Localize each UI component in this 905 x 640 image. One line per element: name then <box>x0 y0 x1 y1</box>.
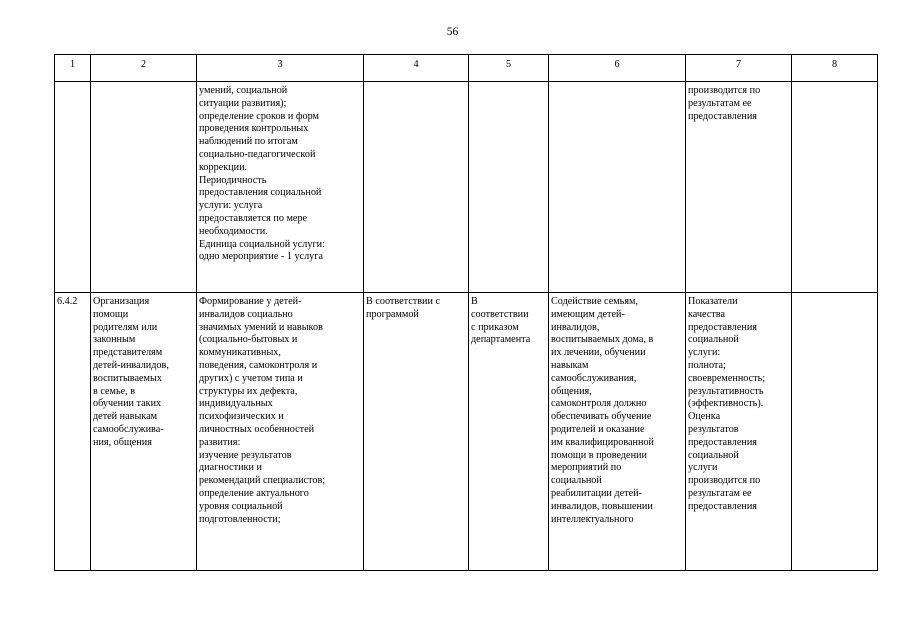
table-cell-quality: Показатели качества предоставления социальной услуги: полнота; своевременность; результативность (эффективность). Оценка результатов предоставления социальной услуги производится по результатам ее предоставления <box>686 293 792 571</box>
column-header: 5 <box>469 55 549 82</box>
table-cell-column-5: В соответствии с приказом департамента <box>469 293 549 571</box>
table-cell-service-name <box>91 82 197 293</box>
table-cell-conditions: Содействие семьям, имеющим детей- инвалидов, воспитываемых дома, в их лечении, обучении навыкам самообслуживания, общения, самоконтроля должно обеспечивать обучение родителей и оказание им квалифицированной помощи в проведении мероприятий по социальной реабилитации детей- инвалидов, повышении интеллектуального <box>549 293 686 571</box>
column-header: 7 <box>686 55 792 82</box>
services-table <box>54 54 878 571</box>
table-cell-conditions <box>549 82 686 293</box>
table-row <box>55 293 878 571</box>
table-header-row <box>55 55 878 82</box>
table-cell-number: 6.4.2 <box>55 293 91 571</box>
table-cell-description: умений, социальной ситуации развития); определение сроков и форм проведения контрольных наблюдений по итогам социально-педагогической коррекции. Периодичность предоставления социальной услуги: услуга предоставляется по мере необходимости. Единица социальной услуги: одно мероприятие - 1 услуга <box>197 82 364 293</box>
column-header: 3 <box>197 55 364 82</box>
column-header: 4 <box>364 55 469 82</box>
table-cell-description: Формирование у детей- инвалидов социально значимых умений и навыков (социально-бытовых и коммуникативных, поведения, самоконтроля и других) с учетом типа и структуры их дефекта, индивидуальных психофизических и личностных особенностей развития: изучение результатов диагностики и рекомендаций специалистов; определение актуального уровня социальной подготовленности; <box>197 293 364 571</box>
table-cell-number <box>55 82 91 293</box>
table-cell-column-4 <box>364 82 469 293</box>
table-cell-column-4: В соответствии с программой <box>364 293 469 571</box>
table-cell-quality: производится по результатам ее предоставления <box>686 82 792 293</box>
table-cell-service-name: Организация помощи родителям или законным представителям детей-инвалидов, воспитываемых в семье, в обучении таких детей навыкам самообслужива- ния, общения <box>91 293 197 571</box>
column-header: 8 <box>792 55 878 82</box>
column-header: 2 <box>91 55 197 82</box>
page-number: 56 <box>446 26 459 38</box>
column-header: 6 <box>549 55 686 82</box>
table-row <box>55 82 878 293</box>
table-cell-column-8 <box>792 293 878 571</box>
table-cell-column-5 <box>469 82 549 293</box>
table-cell-column-8 <box>792 82 878 293</box>
column-header: 1 <box>55 55 91 82</box>
